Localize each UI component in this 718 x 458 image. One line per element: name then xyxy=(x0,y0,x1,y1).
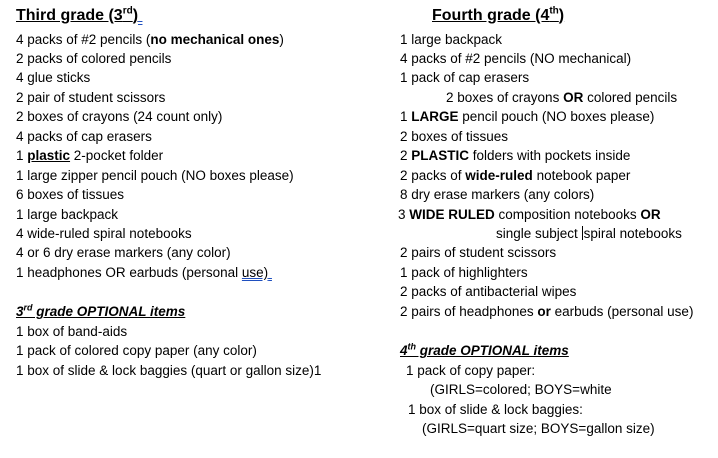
list-item-detail: (GIRLS=colored; BOYS=white xyxy=(430,382,612,397)
list-item: 4 wide-ruled spiral notebooks xyxy=(16,226,192,241)
list-item: 1 large backpack xyxy=(400,32,503,47)
list-item: 1 headphones OR earbuds (personal use) xyxy=(16,265,269,280)
list-item-detail: (GIRLS=quart size; BOYS=gallon size) xyxy=(422,421,655,436)
text-cursor xyxy=(582,226,583,240)
list-item: 1 pack of copy paper: xyxy=(406,363,536,378)
list-item: 3 WIDE RULED composition notebooks OR xyxy=(398,207,661,222)
list-item: 1 large zipper pencil pouch (NO boxes please) xyxy=(16,168,294,183)
list-item: 4 packs of #2 pencils (no mechanical ones) xyxy=(16,32,284,47)
list-item: 1 large backpack xyxy=(16,207,119,222)
list-item: 2 packs of colored pencils xyxy=(16,51,172,66)
list-item: 8 dry erase markers (any colors) xyxy=(400,187,595,202)
list-item: 1 pack of highlighters xyxy=(400,265,528,280)
fourth-optional-heading: 4th grade OPTIONAL items xyxy=(400,341,569,358)
list-item: 1 box of slide & lock baggies: xyxy=(408,402,583,417)
list-item: 2 packs of wide-ruled notebook paper xyxy=(400,168,631,183)
list-item: 2 packs of antibacterial wipes xyxy=(400,284,577,299)
list-item: 1 plastic 2-pocket folder xyxy=(16,148,164,163)
list-item: 4 packs of #2 pencils (NO mechanical) xyxy=(400,51,632,66)
fourth-grade-heading: Fourth grade (4th) xyxy=(432,5,565,24)
list-item: 2 boxes of tissues xyxy=(400,129,509,144)
list-item: 4 or 6 dry erase markers (any color) xyxy=(16,245,231,260)
third-optional-heading: 3rd grade OPTIONAL items xyxy=(16,302,186,319)
list-item: 2 boxes of crayons OR colored pencils xyxy=(446,90,678,105)
list-item: 2 pairs of student scissors xyxy=(400,245,557,260)
list-item: 2 PLASTIC folders with pockets inside xyxy=(400,148,631,163)
list-item: 6 boxes of tissues xyxy=(16,187,125,202)
list-item: 2 pairs of headphones or earbuds (personal use) xyxy=(400,304,694,319)
list-item-continued: single subject spiral notebooks xyxy=(496,226,682,241)
list-item: 4 glue sticks xyxy=(16,70,91,85)
list-item: 1 pack of colored copy paper (any color) xyxy=(16,343,257,358)
third-grade-heading: Third grade (3rd) xyxy=(16,5,139,24)
list-item: 4 packs of cap erasers xyxy=(16,129,152,144)
list-item: 2 pair of student scissors xyxy=(16,90,166,105)
list-item: 2 boxes of crayons (24 count only) xyxy=(16,109,223,124)
list-item: 1 LARGE pencil pouch (NO boxes please) xyxy=(400,109,655,124)
list-item: 1 pack of cap erasers xyxy=(400,70,530,85)
list-item: 1 box of slide & lock baggies (quart or gallon size)1 xyxy=(16,363,322,378)
list-item: 1 box of band-aids xyxy=(16,324,128,339)
